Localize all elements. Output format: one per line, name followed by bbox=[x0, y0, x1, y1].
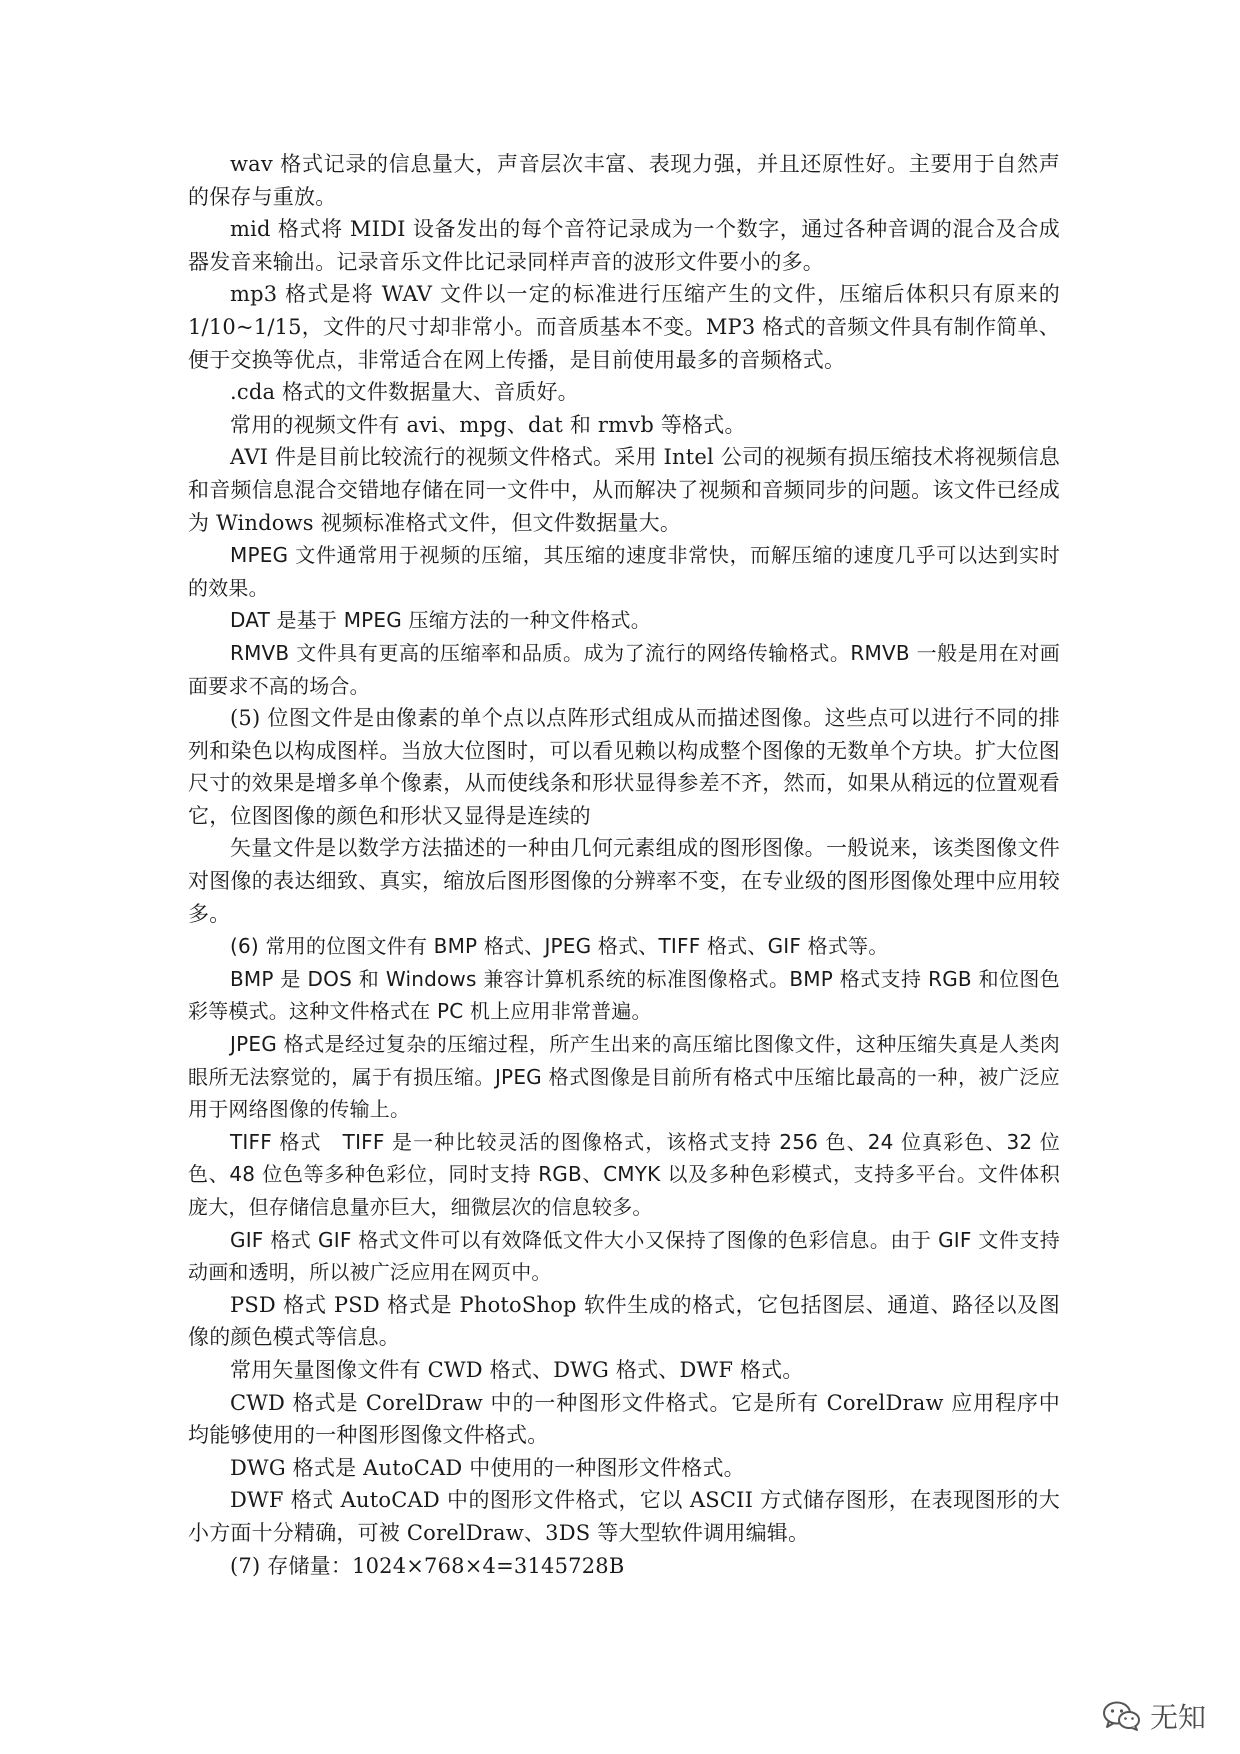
paragraph: 常用矢量图像文件有 CWD 格式、DWG 格式、DWF 格式。 bbox=[230, 1357, 804, 1382]
watermark bbox=[1102, 1696, 1206, 1736]
paragraph: TIFF 格式 TIFF 是一种比较灵活的图像格式，该格式支持 256 色、24 位真彩色、32 位色、48 位色等多种色彩位，同时支持 RGB、CMYK 以及多种色彩模式，支持多平台。文件体积庞大，但存储信息量亦巨大，细微层次的信息较多。 bbox=[188, 1129, 1060, 1219]
paragraph: (7) 存储量：1024×768×4=3145728B bbox=[230, 1553, 625, 1578]
paragraph: GIF 格式 GIF 格式文件可以有效降低文件大小又保持了图像的色彩信息。由于 GIF 文件支持动画和透明，所以被广泛应用在网页中。 bbox=[188, 1227, 1060, 1285]
paragraph: CWD 格式是 CorelDraw 中的一种图形文件格式。它是所有 CorelDraw 应用程序中均能够使用的一种图形图像文件格式。 bbox=[188, 1390, 1060, 1448]
paragraph: AVI 件是目前比较流行的视频文件格式。采用 Intel 公司的视频有损压缩技术将视频信息和音频信息混合交错地存储在同一文件中，从而解决了视频和音频同步的问题。该文件已经成为 Windows 视频标准格式文件，但文件数据量大。 bbox=[188, 445, 1061, 535]
paragraph: RMVB 文件具有更高的压缩率和品质。成为了流行的网络传输格式。RMVB 一般是用在对画面要求不高的场合。 bbox=[188, 640, 1060, 698]
paragraph: mp3 格式是将 WAV 文件以一定的标准进行压缩产生的文件，压缩后体积只有原来的 1/10~1/15，文件的尺寸却非常小。而音质基本不变。MP3 格式的音频文件具有制作简单、便于交换等优点，非常适合在网上传播，是目前使用最多的音频格式。 bbox=[188, 282, 1060, 372]
paragraph: wav 格式记录的信息量大，声音层次丰富、表现力强，并且还原性好。主要用于自然声的保存与重放。 bbox=[188, 152, 1060, 209]
paragraph: JPEG 格式是经过复杂的压缩过程，所产生出来的高压缩比图像文件，这种压缩失真是人类肉眼所无法察觉的，属于有损压缩。JPEG 格式图像是目前所有格式中压缩比最高的一种，被广泛应用于网络图像的传输上。 bbox=[188, 1032, 1060, 1122]
paragraph: .cda 格式的文件数据量大、音质好。 bbox=[230, 380, 579, 405]
paragraph: MPEG 文件通常用于视频的压缩，其压缩的速度非常快，而解压缩的速度几乎可以达到实时的效果。 bbox=[188, 543, 1060, 600]
paragraph: PSD 格式 PSD 格式是 PhotoShop 软件生成的格式，它包括图层、通道、路径以及图像的颜色模式等信息。 bbox=[188, 1292, 1060, 1350]
paragraph: 常用的视频文件有 avi、mpg、dat 和 rmvb 等格式。 bbox=[230, 412, 746, 437]
paragraph: (6) 常用的位图文件有 BMP 格式、JPEG 格式、TIFF 格式、GIF 格式等。 bbox=[230, 934, 889, 959]
paragraph: (5) 位图文件是由像素的单个点以点阵形式组成从而描述图像。这些点可以进行不同的排列和染色以构成图样。当放大位图时，可以看见赖以构成整个图像的无数单个方块。扩大位图尺寸的效果是增多单个像素，从而使线条和形状显得参差不齐，然而，如果从稍远的位置观看它，位图图像的颜色和形状又显得是连续的 bbox=[188, 706, 1060, 828]
paragraph: DWG 格式是 AutoCAD 中使用的一种图形文件格式。 bbox=[230, 1455, 745, 1480]
paragraph: 矢量文件是以数学方法描述的一种由几何元素组成的图形图像。一般说来，该类图像文件对图像的表达细致、真实，缩放后图形图像的分辨率不变，在专业级的图形图像处理中应用较多。 bbox=[188, 836, 1060, 926]
paragraph: DWF 格式 AutoCAD 中的图形文件格式，它以 ASCII 方式储存图形，在表现图形的大小方面十分精确，可被 CorelDraw、3DS 等大型软件调用编辑。 bbox=[188, 1488, 1060, 1545]
paragraph: DAT 是基于 MPEG 压缩方法的一种文件格式。 bbox=[230, 608, 651, 633]
document-body bbox=[188, 148, 1060, 1582]
paragraph: BMP 是 DOS 和 Windows 兼容计算机系统的标准图像格式。BMP 格式支持 RGB 和位图色彩等模式。这种文件格式在 PC 机上应用非常普遍。 bbox=[188, 966, 1060, 1024]
wechat-icon bbox=[1102, 1700, 1142, 1732]
watermark-text: 无知 bbox=[1149, 1701, 1206, 1734]
paragraph: mid 格式将 MIDI 设备发出的每个音符记录成为一个数字，通过各种音调的混合及合成器发音来输出。记录音乐文件比记录同样声音的波形文件要小的多。 bbox=[188, 217, 1060, 274]
